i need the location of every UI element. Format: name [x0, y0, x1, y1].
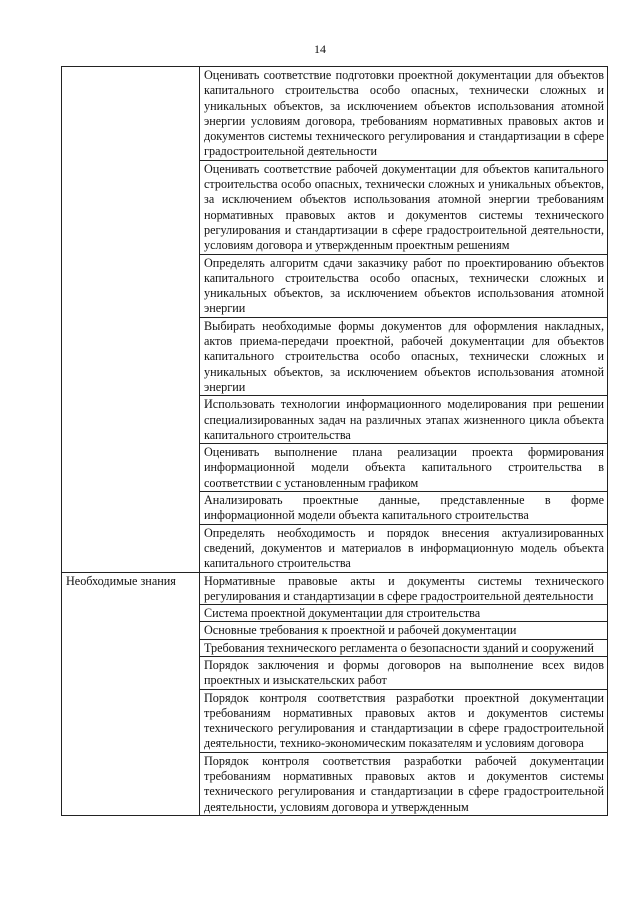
row-text: Определять необходимость и порядок внесения актуализированных сведений, документов и материалов в информационную модель объекта капитального строительства — [204, 525, 604, 571]
requirements-table — [61, 66, 608, 816]
row-text: Анализировать проектные данные, представленные в форме информационной модели объекта капитального строительства — [204, 493, 604, 523]
row-text-cell — [200, 492, 608, 525]
table-row — [62, 572, 608, 605]
row-label-cell — [62, 67, 200, 573]
row-text: Порядок контроля соответствия разработки проектной документации требованиям нормативных правовых актов и документов системы технического регулирования и стандартизации в сфере градостроительной деятельности, технико-экономическим показателям и условиям договора — [204, 690, 604, 751]
row-text: Оценивать выполнение плана реализации проекта формирования информационной модели объекта капитального строительства в соответствии с установленным графиком — [204, 445, 604, 490]
row-label-cell — [62, 572, 200, 815]
table-row — [62, 67, 608, 161]
row-text: Порядок заключения и формы договоров на выполнение всех видов проектных и изыскательских работ — [204, 657, 604, 688]
row-text: Требования технического регламента о безопасности зданий и сооружений — [204, 640, 594, 655]
row-text-cell — [200, 639, 608, 656]
row-text-cell — [200, 752, 608, 815]
row-text-cell — [200, 524, 608, 572]
row-text: Оценивать соответствие подготовки проектной документации для объектов капитального строительства особо опасных, технически сложных и уникальных объектов, за исключением объектов использования атомной энергии условиям договора, требованиям нормативных правовых актов и документов системы технического регулирования и стандартизации в сфере градостроительной деятельности — [204, 68, 604, 159]
row-text-cell — [200, 67, 608, 161]
row-text: Оценивать соответствие рабочей документации для объектов капитального строительства особо опасных, технически сложных и уникальных объектов, за исключением объектов использования атомной энергии требованиям нормативных правовых актов и документов системы технического регулирования и стандартизации в сфере градостроительной деятельности, условиям договора и утвержденным проектным решениям — [204, 161, 604, 253]
page-number: 14 — [314, 42, 326, 56]
row-text: Определять алгоритм сдачи заказчику работ по проектированию объектов капитального строительства особо опасных, технически сложных и уникальных объектов, за исключением объектов использования атомной энергии — [204, 255, 604, 316]
row-text: Нормативные правовые акты и документы системы технического регулирования и стандартизации в сфере градостроительной деятельности — [204, 573, 604, 603]
row-text-cell — [200, 444, 608, 492]
row-text: Система проектной документации для строительства — [204, 606, 481, 621]
row-text-cell — [200, 317, 608, 395]
row-label: Необходимые знания — [66, 573, 176, 588]
row-text-cell — [200, 254, 608, 317]
row-text-cell — [200, 160, 608, 254]
row-text: Использовать технологии информационного моделирования при решении специализированных задач на различных этапах жизненного цикла объекта капитального строительства — [204, 397, 604, 442]
row-text: Выбирать необходимые формы документов для оформления накладных, актов приема-передачи проектной, рабочей документации для объектов капитального строительства особо опасных, технически сложных и уникальных объектов, за исключением объектов использования атомной энергии — [204, 318, 604, 394]
row-text-cell — [200, 656, 608, 689]
row-text-cell — [200, 622, 608, 639]
row-text-cell — [200, 396, 608, 444]
row-text-cell — [200, 605, 608, 622]
row-text-cell — [200, 572, 608, 605]
row-text: Порядок контроля соответствия разработки рабочей документации требованиям нормативных правовых актов и документов системы технического регулирования и стандартизации в сфере градостроительной деятельности, условиям договора и утвержденным — [204, 753, 604, 814]
row-text: Основные требования к проектной и рабочей документации — [204, 623, 517, 638]
row-text-cell — [200, 689, 608, 752]
